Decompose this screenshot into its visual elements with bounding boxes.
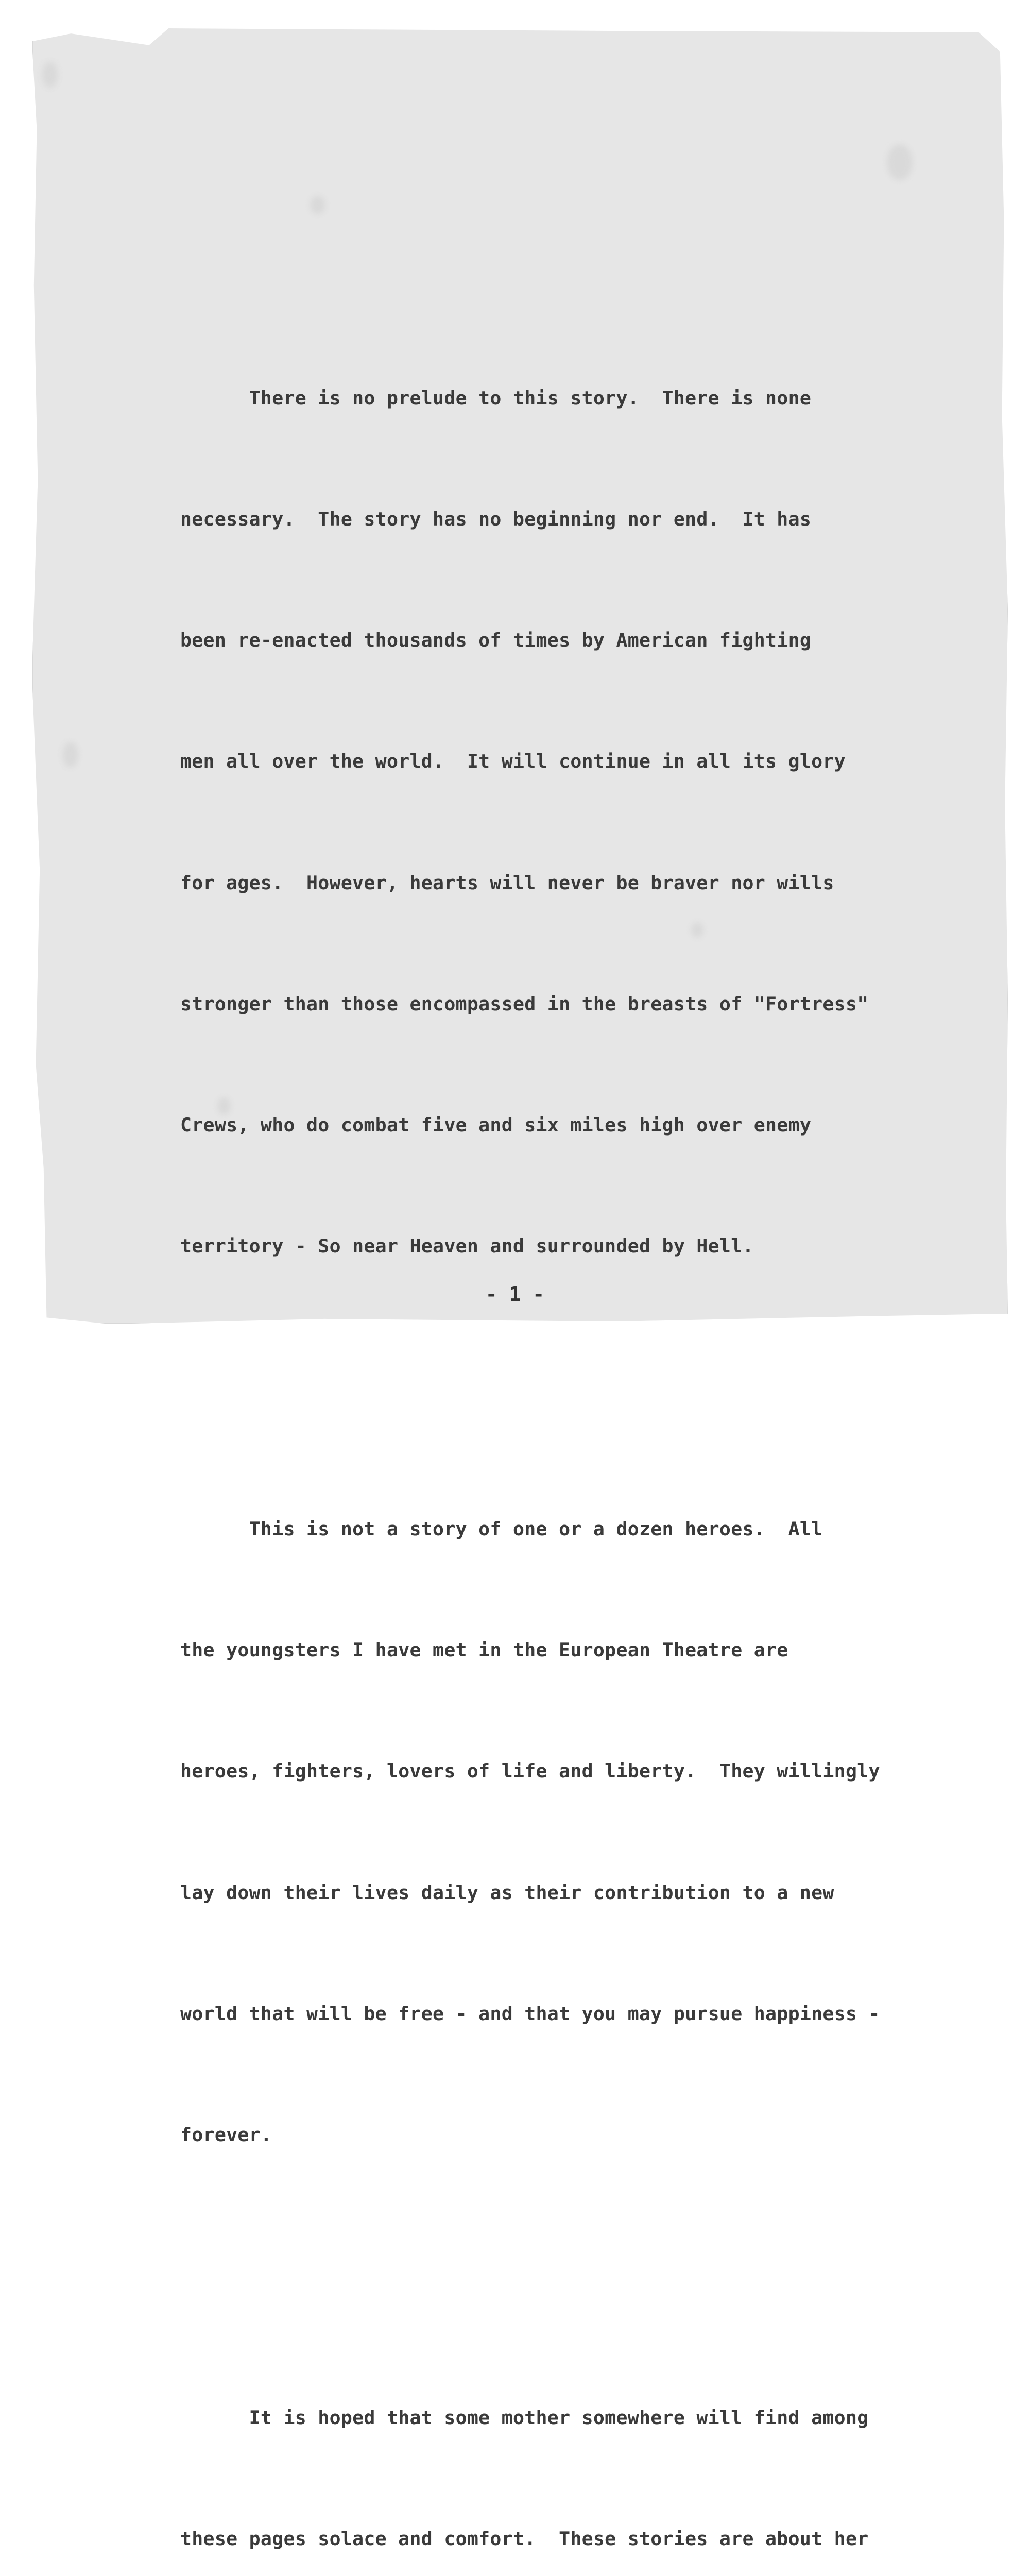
text-line: lay down their lives daily as their contribution to a new (180, 1881, 834, 1904)
paper-stain (42, 62, 58, 88)
text-line: these pages solace and comfort. These stories are about her (180, 2528, 869, 2550)
text-line: There is no prelude to this story. There is none (180, 386, 812, 409)
paragraph-2 (180, 1428, 937, 2236)
text-line: This is not a story of one or a dozen heroes. All (180, 1518, 823, 1540)
text-line: stronger than those encompassed in the breasts of "Fortress" (180, 992, 869, 1015)
text-line: territory - So near Heaven and surrounded by Hell. (180, 1235, 754, 1258)
text-line: necessary. The story has no beginning nor end. It has (180, 507, 812, 530)
text-line: forever. (180, 2124, 272, 2146)
text-line: been re-enacted thousands of times by American fighting (180, 629, 812, 652)
text-line: world that will be free - and that you may pursue happiness - (180, 2002, 880, 2025)
text-line: men all over the world. It will continue in all its glory (180, 750, 846, 773)
text-line: It is hoped that some mother somewhere will find among (180, 2406, 869, 2429)
paper-stain (887, 144, 913, 180)
text-line: for ages. However, hearts will never be braver nor wills (180, 871, 834, 894)
paragraph-1 (180, 297, 937, 1348)
paper-stain (63, 742, 78, 768)
paragraph-3 (180, 2317, 937, 2576)
text-line: heroes, fighters, lovers of life and liberty. They willingly (180, 1760, 880, 1783)
text-line: Crews, who do combat five and six miles high over enemy (180, 1113, 812, 1136)
text-line: the youngsters I have met in the European Theatre are (180, 1639, 788, 1662)
paper-stain (310, 196, 325, 214)
body-text (180, 216, 937, 2576)
page-number: - 1 - (485, 1283, 545, 1306)
